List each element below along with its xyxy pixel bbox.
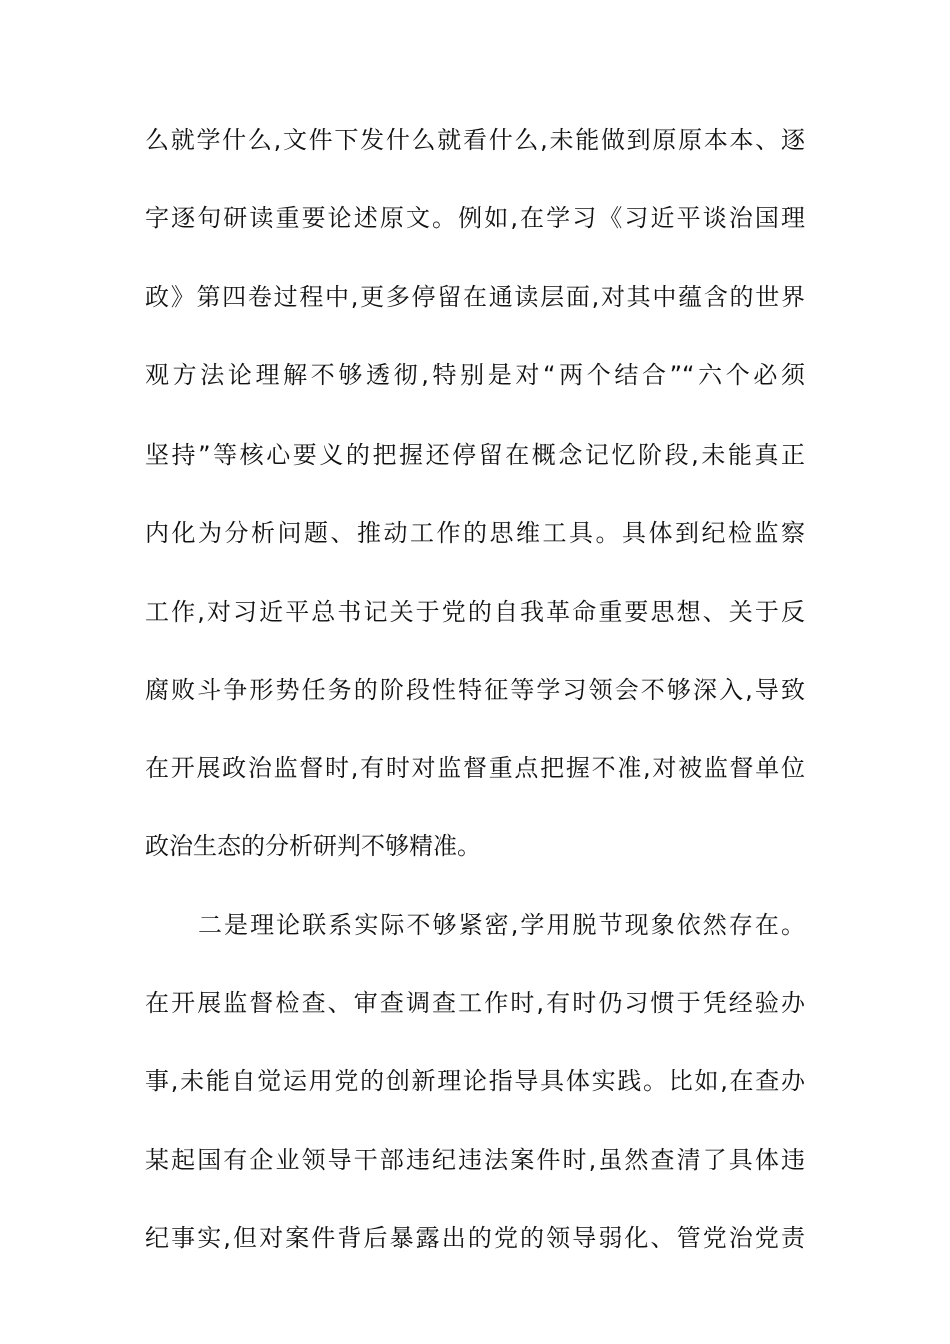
text-line: 纪事实,但对案件背后暴露出的党的领导弱化、管党治党责	[145, 1224, 805, 1252]
text-line: 政治生态的分析研判不够精准。	[145, 832, 481, 860]
text-line: 腐败斗争形势任务的阶段性特征等学习领会不够深入,导致	[145, 676, 805, 704]
text-line: 政》第四卷过程中,更多停留在通读层面,对其中蕴含的世界	[145, 283, 805, 311]
text-line: 观方法论理解不够透彻,特别是对“两个结合”“六个必须	[145, 361, 805, 389]
text-line: 事,未能自觉运用党的创新理论指导具体实践。比如,在查办	[145, 1067, 805, 1095]
text-line: 内化为分析问题、推动工作的思维工具。具体到纪检监察	[145, 519, 805, 547]
text-line: 在开展政治监督时,有时对监督重点把握不准,对被监督单位	[145, 754, 805, 782]
text-line: 字逐句研读重要论述原文。例如,在学习《习近平谈治国理	[145, 204, 805, 232]
text-line: 工作,对习近平总书记关于党的自我革命重要思想、关于反	[145, 598, 805, 626]
text-line: 二是理论联系实际不够紧密,学用脱节现象依然存在。	[198, 911, 805, 939]
text-line: 在开展监督检查、审查调查工作时,有时仍习惯于凭经验办	[145, 989, 805, 1017]
text-line: 某起国有企业领导干部违纪违法案件时,虽然查清了具体违	[145, 1146, 805, 1174]
text-line: 么就学什么,文件下发什么就看什么,未能做到原原本本、逐	[145, 126, 805, 154]
text-line: 坚持”等核心要义的把握还停留在概念记忆阶段,未能真正	[145, 441, 805, 469]
